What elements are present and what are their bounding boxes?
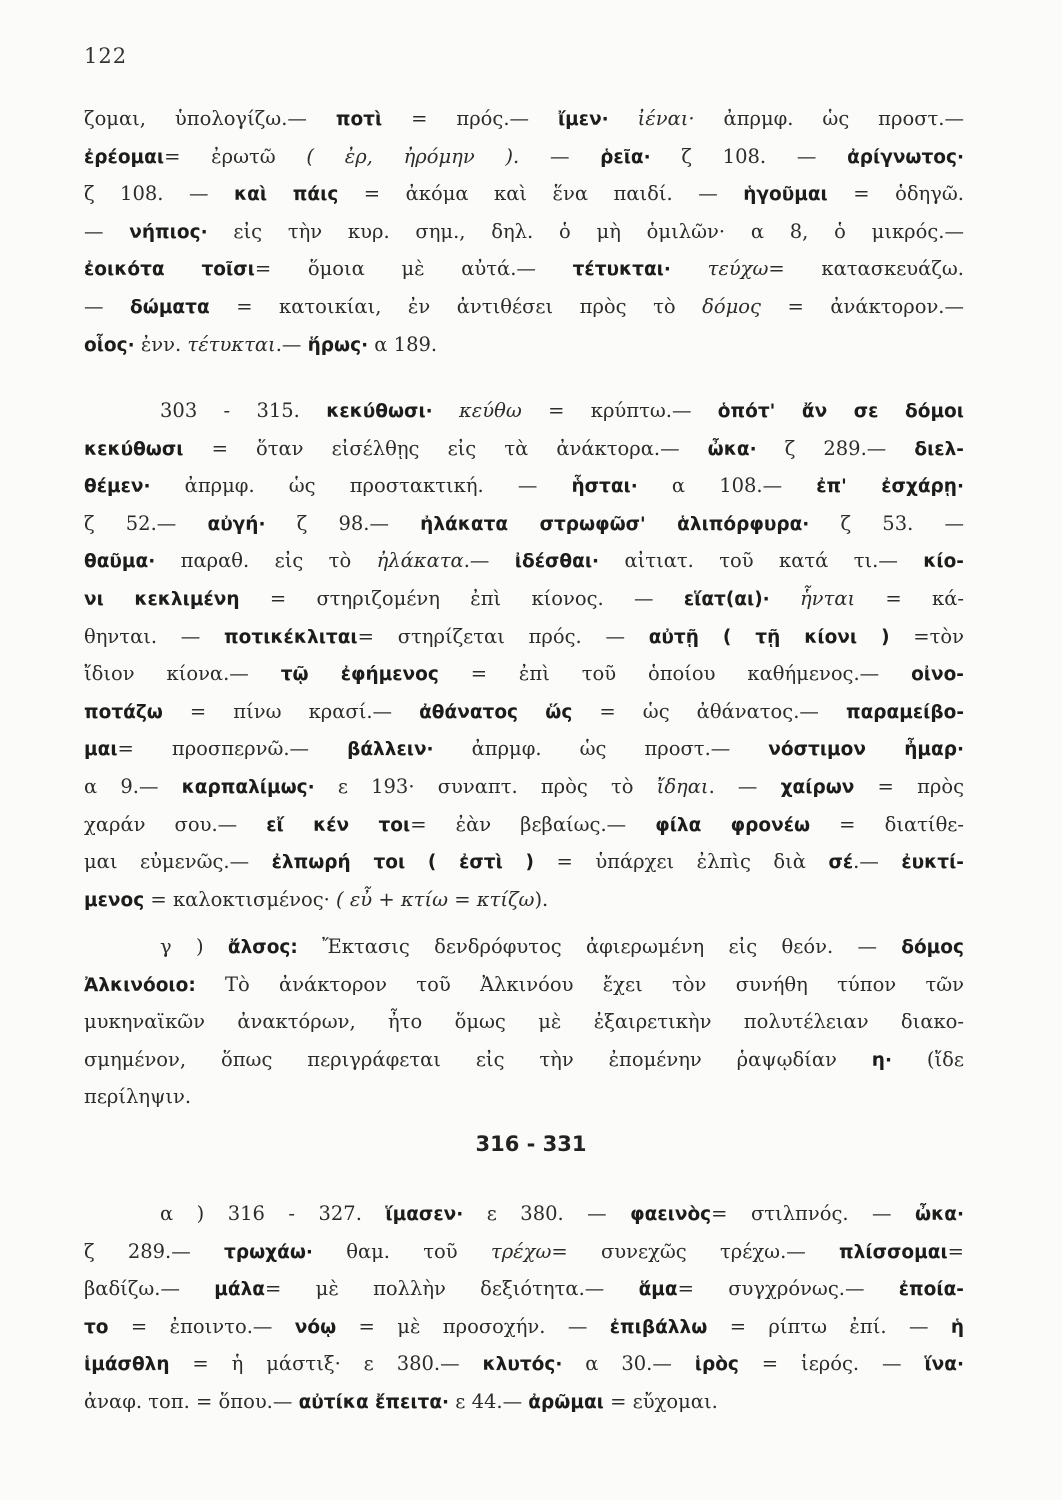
lemma: κίο-	[923, 551, 964, 573]
gloss-text: = καλοκτισμένος·	[144, 887, 337, 911]
gloss-text: χαράν σου.—	[84, 812, 267, 836]
lemma: ἠλάκατα στρωφῶσ' ἁλιπόρφυρα·	[420, 513, 810, 535]
gloss-text: παραθ. εἰς τὸ	[155, 549, 377, 573]
gloss-text: .—	[463, 549, 515, 573]
text-line	[84, 1233, 964, 1271]
gloss-text: ζομαι, ὑπολογίζω.—	[84, 107, 336, 130]
gloss-text: = κρύπτω.—	[521, 399, 718, 422]
lemma: τέτυκται·	[572, 259, 671, 281]
lemma: νι κεκλιμένη	[84, 588, 240, 610]
gloss-text: .—	[275, 332, 308, 356]
lemma: ἄλσος:	[227, 937, 298, 958]
lemma: κεκύθωσι·	[326, 401, 433, 422]
gloss-text: ἀπρμφ. ὡς προστ.—	[694, 107, 964, 130]
lemma: καρπαλίμως·	[181, 776, 315, 798]
gloss-text: = ἀνάκτορον.—	[760, 294, 964, 318]
gloss-text: = εὔχομαι.	[603, 1389, 718, 1413]
text-line	[84, 881, 964, 919]
paragraph-alsos-note	[84, 928, 964, 1116]
text-line	[84, 250, 964, 288]
lemma: ἐποία-	[898, 1279, 964, 1301]
lemma: μενος	[84, 889, 145, 911]
lemma: ἰδέσθαι·	[514, 551, 600, 573]
lemma: φίλα φρονέω	[655, 814, 811, 836]
gloss-text: = πρός.—	[382, 107, 558, 130]
text-line	[84, 1078, 964, 1116]
gloss-text: ζ 52.—	[84, 511, 208, 535]
gloss-text: = ἀκόμα καὶ ἕνα παιδί. —	[338, 182, 744, 206]
gloss-text: ε 44.—	[449, 1389, 529, 1413]
text-line	[84, 843, 964, 881]
gloss-text: =τὸν	[889, 624, 964, 648]
lemma: πλίσσομαι	[839, 1241, 948, 1263]
gloss-text: = στηρίζεται πρός. —	[357, 624, 649, 648]
lemma: ποτικέκλιται	[224, 626, 358, 648]
lemma: ἐπιβάλλω	[609, 1316, 708, 1338]
lemma: τρωχάω·	[224, 1241, 313, 1263]
text-line	[84, 1003, 964, 1041]
text-line	[84, 618, 964, 656]
lemma: ἀρίγνωτος·	[847, 146, 964, 168]
italic-term: ( ἐρ, ἠρόμην ).	[306, 144, 520, 168]
italic-term: κτίζω	[476, 887, 535, 911]
gloss-text: = ὡς ἀθάνατος.—	[572, 699, 846, 723]
gloss-text: = κατοικίαι, ἐν ἀντιθέσει πρὸς τὸ	[209, 294, 703, 318]
gloss-text: = κατασκευάζω.	[768, 257, 964, 281]
gloss-text: ἀναφ. τοπ. = ὅπου.—	[84, 1389, 299, 1413]
lemma: τῷ ἐφήμενος	[280, 664, 439, 686]
lemma: θαῦμα·	[84, 551, 156, 573]
italic-term: δόμος	[702, 294, 761, 318]
gloss-text: = ἐπὶ τοῦ ὁποίου καθήμενος.—	[438, 662, 912, 686]
lemma: ποτάζω	[84, 701, 163, 723]
text-line	[84, 768, 964, 806]
gloss-text: = προσπερνῶ.—	[117, 737, 348, 761]
gloss-text: α 189.	[368, 332, 438, 356]
gloss-text: γ )	[160, 935, 228, 958]
gloss-text: = συγχρόνως.—	[677, 1277, 899, 1301]
lemma: νήπιος·	[129, 221, 208, 243]
gloss-text: = πρὸς	[854, 774, 964, 798]
gloss-text: = ρίπτω ἐπί. —	[707, 1314, 951, 1338]
italic-term: κεύθω	[432, 399, 522, 422]
gloss-text: ζ 289.—	[756, 436, 915, 460]
gloss-text: = μὲ προσοχήν. —	[336, 1314, 610, 1338]
italic-term: ( εὖ + κτίω	[336, 887, 448, 911]
gloss-text: α 9.—	[84, 774, 182, 798]
gloss-text: = κά-	[855, 586, 964, 610]
lemma: ἵμασεν·	[385, 1204, 464, 1225]
italic-term: ἰέναι·	[608, 107, 695, 130]
lemma: δόμος	[901, 937, 964, 958]
gloss-text: ζ 108. —	[84, 182, 234, 206]
gloss-text: (ἴδε	[892, 1047, 964, 1071]
lemma: κλυτός·	[482, 1354, 563, 1376]
text-line	[84, 806, 964, 844]
gloss-text: .—	[853, 850, 902, 874]
gloss-text: ε 193· συναπτ. πρὸς τὸ	[314, 774, 657, 798]
paragraph-glossary-1	[84, 100, 964, 363]
gloss-text: ε 380. —	[463, 1202, 631, 1225]
gloss-text: ζ 53. —	[809, 511, 964, 535]
gloss-text: = μὲ πολλὴν δεξιότητα.—	[265, 1277, 639, 1301]
lemma: αὐγή·	[207, 513, 266, 535]
gloss-text: = ἐὰν βεβαίως.—	[410, 812, 656, 836]
lemma: ἱμάσθλη	[84, 1354, 170, 1376]
lemma: ἡγοῦμαι	[743, 184, 828, 206]
lemma: ποτὶ	[335, 109, 383, 130]
text-line	[84, 430, 964, 468]
gloss-text: = ὑπάρχει ἐλπὶς διὰ	[534, 850, 829, 874]
gloss-text: περίληψιν.	[84, 1085, 192, 1109]
lemma: ὦκα·	[707, 438, 757, 460]
lemma: ἵνα·	[924, 1354, 964, 1376]
lemma: οἷος·	[84, 334, 135, 356]
text-line	[84, 100, 964, 138]
lemma: χαίρων	[780, 776, 855, 798]
gloss-text: —	[84, 294, 131, 318]
gloss-text: = διατίθε-	[810, 812, 964, 836]
gloss-text: = πίνω κρασί.—	[162, 699, 420, 723]
gloss-text: = στιλπνός. —	[711, 1202, 916, 1225]
lemma: ἐπ' ἐσχάρῃ·	[816, 476, 964, 498]
gloss-text: = ὁδηγῶ.	[827, 182, 964, 206]
lemma: φαεινὸς	[630, 1204, 712, 1225]
lemma: κεκύθωσι	[84, 438, 184, 460]
text-line	[84, 1345, 964, 1383]
lemma: ἀρῶμαι	[528, 1391, 604, 1413]
lemma: διελ-	[914, 438, 964, 460]
gloss-text: α 30.—	[562, 1352, 695, 1376]
text-line	[84, 138, 964, 176]
lemma: νόῳ	[294, 1316, 337, 1338]
lemma: οἰνο-	[911, 664, 964, 686]
gloss-text: θαμ. τοῦ	[312, 1239, 491, 1263]
gloss-text: ἐνν.	[134, 332, 188, 356]
lemma: ἐυκτί-	[901, 852, 964, 874]
gloss-text: = ὅμοια μὲ αὐτά.—	[254, 257, 573, 281]
gloss-text: =	[448, 887, 477, 911]
gloss-text: = ἐποιντο.—	[108, 1314, 295, 1338]
gloss-text: ζ 98.—	[265, 511, 421, 535]
lemma: εἵατ(αι)·	[683, 588, 770, 610]
lemma: ῥεῖα·	[600, 146, 651, 168]
lemma: Ἀλκινόοιο:	[84, 974, 196, 996]
italic-term: ἠλάκατα	[376, 549, 464, 573]
gloss-text: θηνται. —	[84, 624, 225, 648]
text-line	[84, 1041, 964, 1079]
lemma: αὐτῇ ( τῇ κίονι )	[648, 626, 890, 648]
text-line	[84, 213, 964, 251]
lemma: ἐλπωρή τοι ( ἐστὶ )	[271, 852, 534, 874]
gloss-text: ζ 289.—	[84, 1239, 225, 1263]
text-line	[84, 288, 964, 326]
gloss-text: α 108.—	[637, 474, 817, 498]
gloss-text: Τὸ ἀνάκτορον τοῦ Ἀλκινόου ἔχει τὸν συνήθη τύπον τῶν	[195, 972, 964, 996]
lemma: εἴ κέν τοι	[266, 814, 411, 836]
lemma: σέ	[828, 852, 854, 874]
gloss-text: —	[519, 144, 601, 168]
gloss-text: ζ 108. —	[650, 144, 848, 168]
lemma: ἅμα	[638, 1279, 678, 1301]
text-line	[84, 1195, 964, 1233]
text-line	[84, 542, 964, 580]
gloss-text: ).	[534, 887, 549, 911]
text-line	[84, 966, 964, 1004]
gloss-text: = ἱερός. —	[738, 1352, 925, 1376]
lemma: νόστιμον ἦμαρ·	[768, 739, 964, 761]
page-number: 122	[84, 44, 128, 68]
gloss-text: μυκηναϊκῶν ἀνακτόρων, ἦτο ὅμως μὲ ἐξαιρετικὴν πολυτέλειαν διακο-	[84, 1010, 964, 1034]
gloss-text: μαι εὐμενῶς.—	[84, 850, 272, 874]
italic-term: ἧνται	[769, 586, 856, 610]
paragraph-glossary-303-315	[84, 392, 964, 918]
lemma: αὐτίκα ἔπειτα·	[298, 1391, 450, 1413]
lemma: ἱρὸς	[694, 1354, 739, 1376]
gloss-text: 303 - 315.	[160, 399, 327, 422]
text-line	[84, 730, 964, 768]
gloss-text: ἀπρμφ. ὡς προστακτική. —	[150, 474, 572, 498]
text-line	[84, 1270, 964, 1308]
text-line	[84, 175, 964, 213]
text-line	[84, 655, 964, 693]
italic-term: τεύχω	[670, 257, 769, 281]
gloss-text: α ) 316 - 327.	[160, 1202, 386, 1225]
lemma: ὦκα·	[915, 1204, 964, 1225]
text-line	[84, 693, 964, 731]
gloss-text: = ἐρωτῶ	[164, 144, 307, 168]
lemma: ἧσται·	[571, 476, 638, 498]
lemma: ὁπότ' ἄν σε δόμοι	[717, 401, 964, 422]
gloss-text: ἀπρμφ. ὡς προστ.—	[433, 737, 769, 761]
gloss-text: = στηριζομένη ἐπὶ κίονος. —	[239, 586, 684, 610]
gloss-text: ἴδιον κίονα.—	[84, 662, 281, 686]
lemma: παραμείβο-	[845, 701, 964, 723]
lemma: ἐοικότα τοῖσι	[84, 259, 255, 281]
gloss-text: = ὅταν εἰσέλθῃς εἰς τὰ ἀνάκτορα.—	[183, 436, 708, 460]
gloss-text: =	[947, 1239, 964, 1263]
text-line	[84, 392, 964, 430]
text-line	[84, 326, 964, 364]
lemma: το	[84, 1316, 109, 1338]
gloss-text: βαδίζω.—	[84, 1277, 215, 1301]
paragraph-glossary-316-327	[84, 1195, 964, 1421]
italic-term: ἴδηαι	[656, 774, 709, 798]
lemma: μαι	[84, 739, 118, 761]
lemma: καὶ πάις	[233, 184, 339, 206]
italic-term: τρέχω	[490, 1239, 552, 1263]
lemma: μάλα	[214, 1279, 266, 1301]
gloss-text: = ἡ μάστιξ· ε 380.—	[169, 1352, 483, 1376]
lemma: ἀθάνατος ὥς	[419, 701, 573, 723]
text-line	[84, 580, 964, 618]
lemma: ἥρως·	[307, 334, 369, 356]
text-line	[84, 467, 964, 505]
lemma: ἐρέομαι	[84, 146, 165, 168]
gloss-text: = συνεχῶς τρέχω.—	[551, 1239, 840, 1263]
gloss-text: Ἔκτασις δενδρόφυτος ἀφιερωμένη εἰς θεόν. —	[297, 935, 902, 958]
italic-term: τέτυκται	[187, 332, 276, 356]
gloss-text: εἰς τὴν κυρ. σημ., δηλ. ὁ μὴ ὁμιλῶν· α 8, ὁ μικρός.—	[207, 219, 964, 243]
gloss-text: . —	[708, 774, 781, 798]
lemma: ἴμεν·	[557, 109, 609, 130]
text-line	[84, 1383, 964, 1421]
section-heading: 316 - 331	[475, 1132, 587, 1156]
text-line	[84, 928, 964, 966]
lemma: δώματα	[130, 296, 210, 318]
gloss-text: σμημένον, ὅπως περιγράφεται εἰς τὴν ἐπομένην ῥαψῳδίαν	[84, 1047, 872, 1071]
lemma: ἡ	[950, 1316, 964, 1338]
lemma: η·	[871, 1049, 892, 1071]
lemma: βάλλειν·	[347, 739, 434, 761]
lemma: θέμεν·	[84, 476, 151, 498]
text-line	[84, 1308, 964, 1346]
gloss-text: —	[84, 219, 130, 243]
text-line	[84, 505, 964, 543]
gloss-text: αἰτιατ. τοῦ κατά τι.—	[599, 549, 924, 573]
